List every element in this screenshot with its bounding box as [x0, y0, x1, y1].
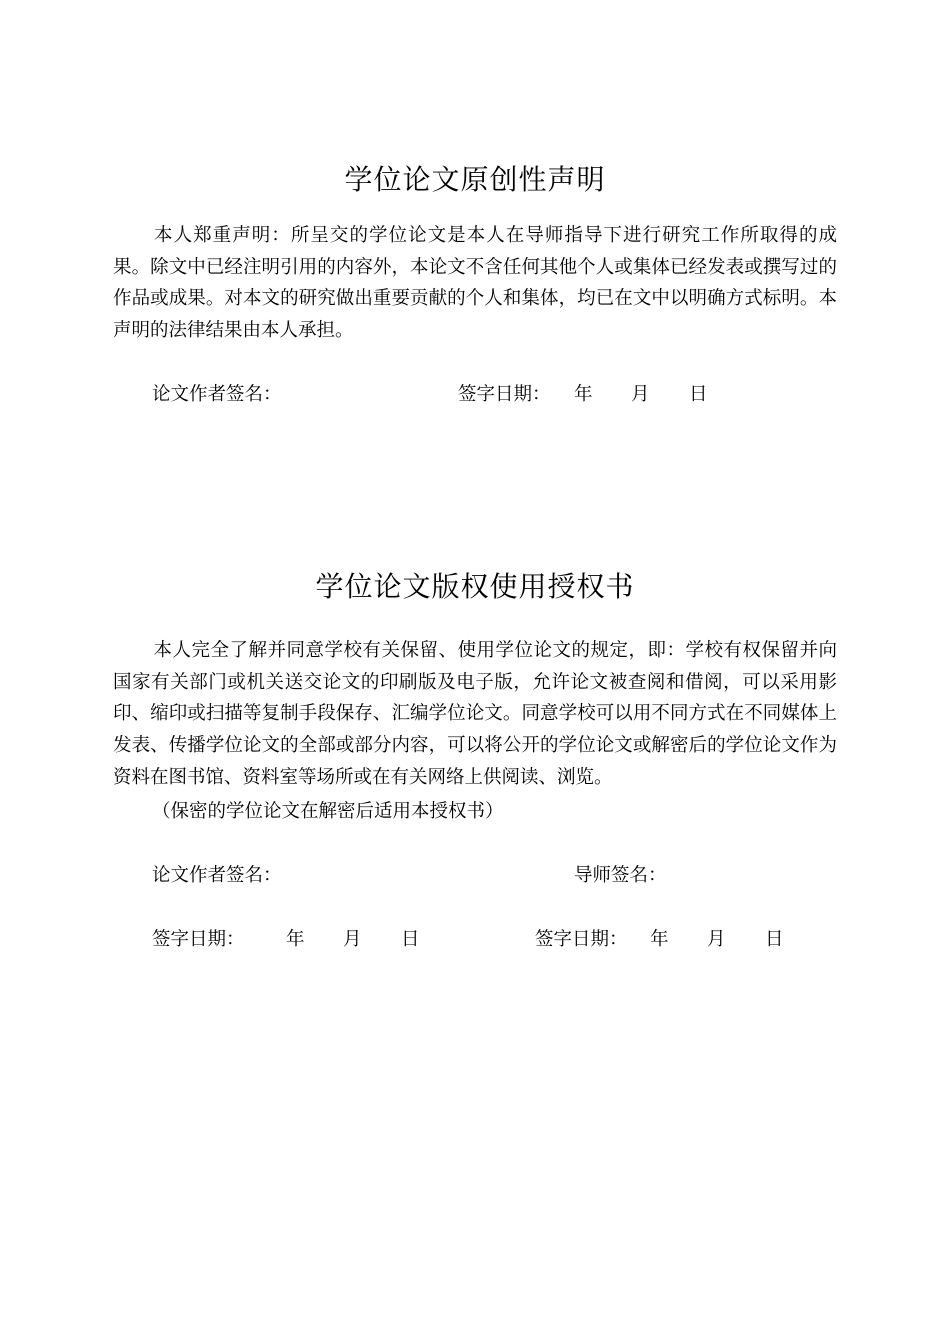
copyright-authorization-title: 学位论文版权使用授权书 [315, 570, 635, 603]
author-date-year-label: 年 [286, 929, 305, 950]
date-year-label: 年 [574, 384, 593, 405]
originality-declaration-body [113, 220, 837, 347]
author-signing-date-label: 签字日期： [152, 929, 245, 950]
confidential-note: （保密的学位论文在解密后适用本授权书） [152, 801, 504, 822]
signing-date-label: 签字日期： [458, 384, 551, 405]
advisor-date-month-label: 月 [707, 929, 726, 950]
originality-declaration-text: 本人郑重声明：所呈交的学位论文是本人在导师指导下进行研究工作所取得的成果。除文中已经注明引用的内容外，本论文不含任何其他个人或集体已经发表或撰写过的作品或成果。对本文的研究做出重要贡献的个人和集体，均已在文中以明确方式标明。本声明的法律结果由本人承担。 [113, 225, 837, 342]
author-date-day-label: 日 [401, 929, 420, 950]
advisor-date-day-label: 日 [765, 929, 784, 950]
date-day-label: 日 [689, 384, 708, 405]
originality-declaration-title: 学位论文原创性声明 [344, 163, 606, 196]
advisor-signing-date-label: 签字日期： [535, 929, 628, 950]
advisor-date-year-label: 年 [650, 929, 669, 950]
author-signature-label: 论文作者签名： [152, 865, 282, 886]
author-signature-label: 论文作者签名： [152, 384, 282, 405]
advisor-signature-label: 导师签名： [574, 865, 667, 886]
copyright-authorization-text: 本人完全了解并同意学校有关保留、使用学位论文的规定，即：学校有权保留并向国家有关部门或机关送交论文的印刷版及电子版，允许论文被查阅和借阅，可以采用影印、缩印或扫描等复制手段保存、汇编学位论文。同意学校可以用不同方式在不同媒体上发表、传播学位论文的全部或部分内容，可以将公开的学位论文或解密后的学位论文作为资料在图书馆、资料室等场所或在有关网络上供阅读、浏览。 [113, 640, 837, 788]
date-month-label: 月 [631, 384, 650, 405]
author-date-month-label: 月 [343, 929, 362, 950]
copyright-authorization-body [113, 635, 837, 794]
